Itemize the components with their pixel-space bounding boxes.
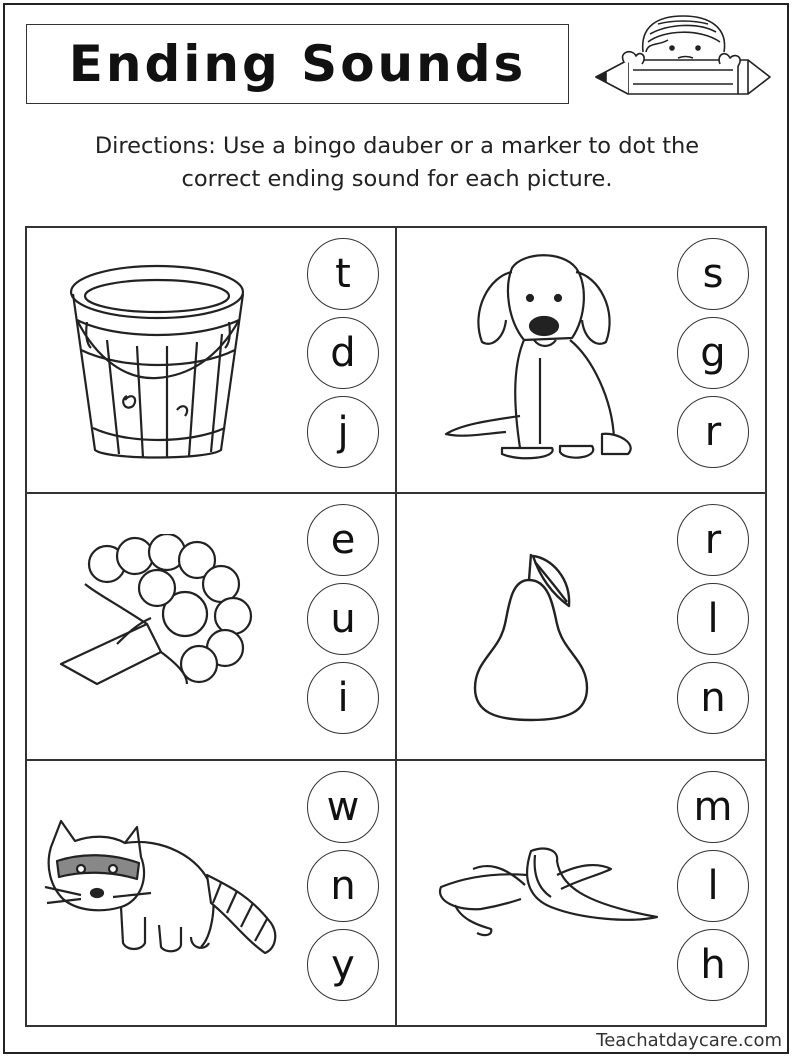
answer-choices bbox=[677, 238, 749, 468]
choice-circle[interactable]: g bbox=[677, 317, 749, 389]
choice-circle[interactable]: t bbox=[307, 238, 379, 310]
choice-circle[interactable]: j bbox=[307, 396, 379, 468]
page-title: Ending Sounds bbox=[68, 35, 527, 93]
answer-choices bbox=[677, 504, 749, 734]
pear-picture bbox=[471, 544, 591, 724]
card-banana-peel bbox=[396, 760, 766, 1026]
card-raccoon bbox=[26, 760, 396, 1026]
choice-circle[interactable]: h bbox=[677, 929, 749, 1001]
directions-line-1: Directions: Use a bingo dauber or a marker to dot the bbox=[94, 133, 700, 159]
choice-circle[interactable]: e bbox=[307, 504, 379, 576]
title-box bbox=[26, 24, 569, 104]
card-broccoli bbox=[26, 493, 396, 759]
raccoon-picture bbox=[41, 817, 291, 967]
choice-circle[interactable]: m bbox=[677, 771, 749, 843]
card-bucket bbox=[26, 227, 396, 493]
answer-choices bbox=[307, 504, 379, 734]
choice-circle[interactable]: s bbox=[677, 238, 749, 310]
card-pear bbox=[396, 493, 766, 759]
choice-circle[interactable]: l bbox=[677, 850, 749, 922]
choice-circle[interactable]: u bbox=[307, 583, 379, 655]
choice-circle[interactable]: y bbox=[307, 929, 379, 1001]
card-dog bbox=[396, 227, 766, 493]
answer-choices bbox=[677, 771, 749, 1001]
choice-circle[interactable]: r bbox=[677, 504, 749, 576]
answer-choices bbox=[307, 771, 379, 1001]
banana-peel-picture bbox=[431, 845, 663, 945]
choice-circle[interactable]: w bbox=[307, 771, 379, 843]
choice-circle[interactable]: n bbox=[307, 850, 379, 922]
choice-circle[interactable]: d bbox=[307, 317, 379, 389]
choice-circle[interactable]: n bbox=[677, 662, 749, 734]
broccoli-picture bbox=[57, 534, 262, 709]
picture-grid bbox=[25, 226, 767, 1027]
directions bbox=[30, 130, 764, 196]
footer-website: Teachatdaycare.com bbox=[596, 1030, 782, 1051]
dog-picture bbox=[442, 248, 647, 468]
directions-line-2: correct ending sound for each picture. bbox=[181, 166, 613, 192]
choice-circle[interactable]: l bbox=[677, 583, 749, 655]
kid-pencil-illustration bbox=[588, 12, 778, 104]
bucket-picture bbox=[67, 260, 249, 466]
answer-choices bbox=[307, 238, 379, 468]
choice-circle[interactable]: r bbox=[677, 396, 749, 468]
choice-circle[interactable]: i bbox=[307, 662, 379, 734]
